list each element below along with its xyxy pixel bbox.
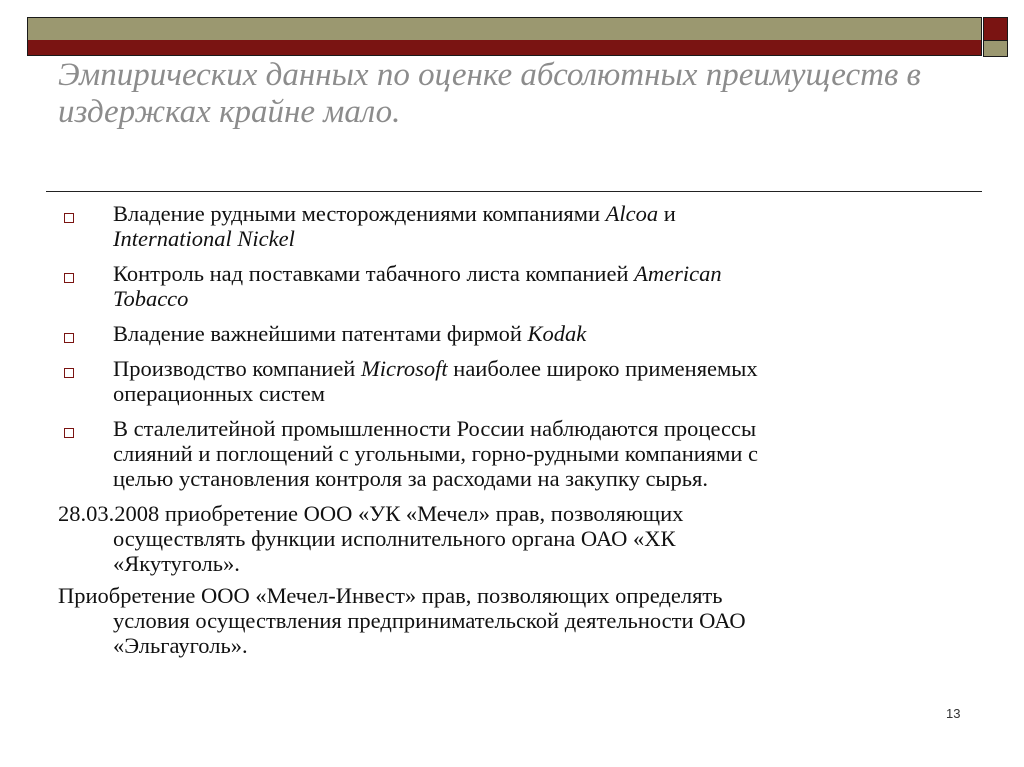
square-bullet-icon xyxy=(64,368,74,378)
header-band-maroon xyxy=(27,40,982,56)
page-number: 13 xyxy=(946,706,961,721)
paragraph-line: условия осуществления предпринимательской деятельности ОАО xyxy=(113,608,746,633)
company-name: Microsoft xyxy=(360,356,448,381)
bullet-line xyxy=(113,201,968,226)
company-name: International Nickel xyxy=(113,226,295,251)
paragraph-line: осуществлять функции исполнительного органа ОАО «ХК xyxy=(113,526,676,551)
company-name: Kodak xyxy=(527,321,587,346)
paragraph-line: «Якутуголь». xyxy=(113,551,240,576)
bullet-line xyxy=(113,261,968,286)
bullet-text: операционных систем xyxy=(113,381,325,406)
bullet-text: Производство компанией xyxy=(113,356,361,381)
bullet-list xyxy=(58,201,968,491)
bullet-text: Контроль над поставками табачного листа компанией xyxy=(113,261,635,286)
bullet-text: Владение рудными месторождениями компаниями xyxy=(113,201,606,226)
bullet-text: В сталелитейной промышленности России наблюдаются процессы xyxy=(113,416,757,441)
bullet-line xyxy=(113,356,968,381)
paragraph xyxy=(58,583,968,658)
bullet-line xyxy=(113,416,968,441)
corner-square-maroon xyxy=(983,17,1008,41)
bullet-text: наиболее широко применяемых xyxy=(447,356,758,381)
title-line: издержках крайне мало. xyxy=(58,94,401,130)
bullet-item xyxy=(58,321,968,346)
bullet-line xyxy=(113,381,968,406)
bullet-text: целью установления контроля за расходами на закупку сырья. xyxy=(113,466,709,491)
company-name: American xyxy=(634,261,722,286)
bullet-item xyxy=(58,356,968,406)
bullet-line xyxy=(113,321,968,346)
bullet-line xyxy=(113,466,968,491)
title-divider xyxy=(46,191,982,192)
corner-square-olive xyxy=(983,40,1008,57)
header-band-olive xyxy=(27,17,982,42)
slide-content xyxy=(58,201,968,665)
bullet-line xyxy=(113,226,968,251)
bullet-text: и xyxy=(658,201,676,226)
bullet-line xyxy=(113,286,968,311)
bullet-text: слияний и поглощений с угольными, горно-рудными компаниями с xyxy=(113,441,759,466)
paragraph-line: Приобретение ООО «Мечел-Инвест» прав, позволяющих определять xyxy=(58,583,723,608)
paragraph-line: 28.03.2008 приобретение ООО «УК «Мечел» прав, позволяющих xyxy=(58,501,684,526)
bullet-item xyxy=(58,416,968,491)
paragraph-list xyxy=(58,501,968,658)
slide-title xyxy=(58,57,978,131)
square-bullet-icon xyxy=(64,428,74,438)
paragraph-line: «Эльгауголь». xyxy=(113,633,248,658)
bullet-text: Владение важнейшими патентами фирмой xyxy=(113,321,528,346)
square-bullet-icon xyxy=(64,333,74,343)
company-name: Tobacco xyxy=(113,286,189,311)
bullet-item xyxy=(58,261,968,311)
bullet-item xyxy=(58,201,968,251)
bullet-line xyxy=(113,441,968,466)
company-name: Alcoa xyxy=(605,201,659,226)
paragraph xyxy=(58,501,968,576)
title-line: Эмпирических данных по оценке абсолютных преимуществ в xyxy=(58,57,921,93)
square-bullet-icon xyxy=(64,273,74,283)
square-bullet-icon xyxy=(64,213,74,223)
